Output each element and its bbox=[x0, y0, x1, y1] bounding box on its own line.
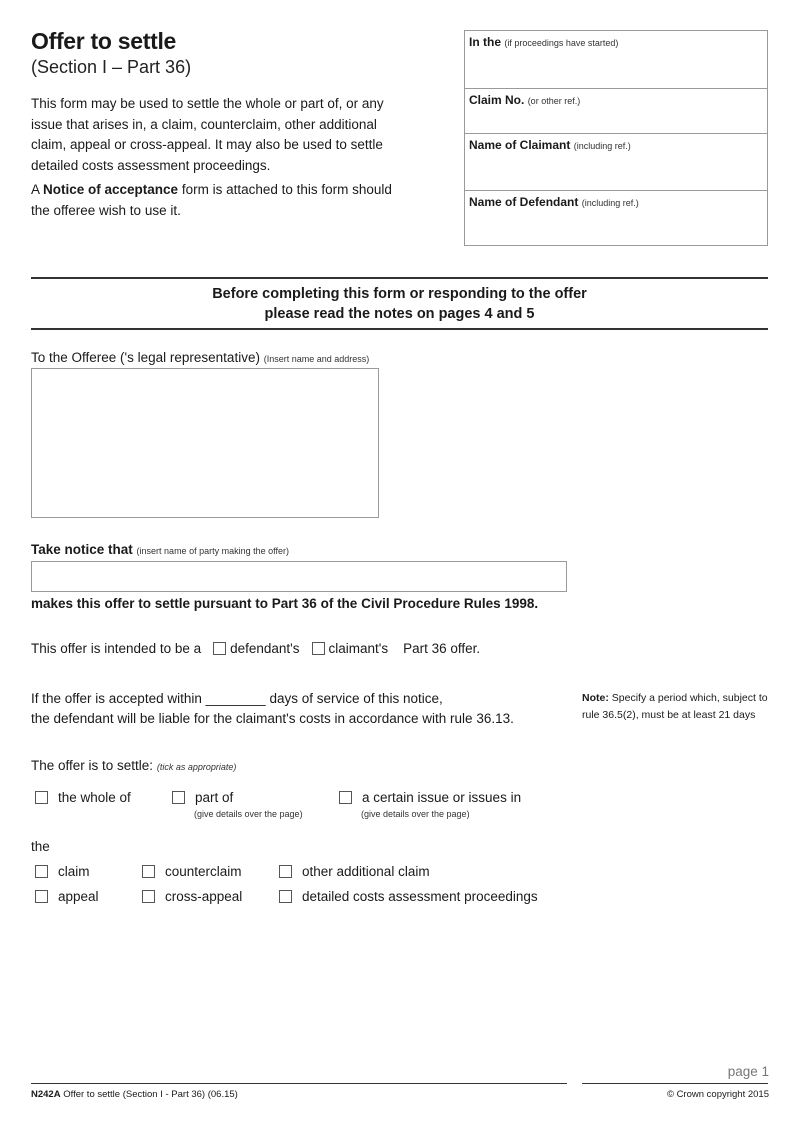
other-claim-checkbox[interactable] bbox=[279, 865, 292, 878]
appeal-option bbox=[35, 889, 99, 904]
settle-hint: (tick as appropriate) bbox=[156, 762, 237, 772]
offer-type-row bbox=[31, 641, 480, 656]
bottom-rule bbox=[31, 328, 768, 330]
page-number: page 1 bbox=[727, 1064, 769, 1079]
form-code: N242A bbox=[31, 1089, 61, 1100]
part-option bbox=[172, 790, 233, 805]
claim-option bbox=[35, 864, 90, 879]
in-the-label: In the bbox=[469, 35, 501, 49]
footer-rule-right bbox=[582, 1083, 768, 1084]
copyright: © Crown copyright 2015 bbox=[666, 1089, 769, 1100]
costs-option-label: detailed costs assessment proceedings bbox=[302, 889, 538, 904]
defendant-label: Name of Defendant bbox=[469, 195, 579, 209]
part-option-label: part of bbox=[195, 790, 234, 805]
in-the-hint: (if proceedings have started) bbox=[504, 38, 619, 48]
defendant-hint: (including ref.) bbox=[581, 198, 639, 208]
costs-option bbox=[279, 889, 538, 904]
notice-suffix: form is attached to this form should the offeree wish to use it. bbox=[31, 182, 392, 218]
other-claim-option-label: other additional claim bbox=[302, 864, 430, 879]
footer-rule-left bbox=[31, 1083, 567, 1084]
note-label: Note: bbox=[582, 692, 609, 704]
form-reference bbox=[31, 1089, 238, 1100]
form-subtitle: (Section I – Part 36) bbox=[31, 57, 192, 77]
claim-no-field[interactable] bbox=[465, 89, 767, 133]
notice-banner bbox=[31, 284, 768, 324]
whole-option-label: the whole of bbox=[58, 790, 131, 805]
claimant-option-label: claimant's bbox=[328, 641, 389, 656]
acceptance-line-2: the defendant will be liable for the claimant's costs in accordance with rule 36.13. bbox=[31, 711, 514, 726]
offer-type-suffix: Part 36 offer. bbox=[403, 641, 481, 656]
defendant-option-label: defendant's bbox=[230, 641, 300, 656]
whole-option bbox=[35, 790, 131, 805]
notice-bold: Notice of acceptance bbox=[43, 182, 179, 197]
cross-appeal-checkbox[interactable] bbox=[142, 890, 155, 903]
claim-no-hint: (or other ref.) bbox=[527, 96, 581, 106]
case-details-box bbox=[464, 30, 768, 246]
acceptance-text bbox=[31, 689, 514, 729]
issue-option bbox=[339, 790, 521, 805]
appeal-option-label: appeal bbox=[58, 889, 99, 904]
claim-checkbox[interactable] bbox=[35, 865, 48, 878]
claim-option-label: claim bbox=[58, 864, 90, 879]
whole-checkbox[interactable] bbox=[35, 791, 48, 804]
issue-option-label: a certain issue or issues in bbox=[362, 790, 522, 805]
costs-checkbox[interactable] bbox=[279, 890, 292, 903]
defendant-field[interactable] bbox=[465, 191, 767, 245]
counterclaim-option bbox=[142, 864, 242, 879]
defendant-checkbox[interactable] bbox=[213, 642, 226, 655]
cross-appeal-option-label: cross-appeal bbox=[165, 889, 243, 904]
settle-label: The offer is to settle: bbox=[31, 758, 154, 773]
claim-no-label: Claim No. bbox=[469, 93, 525, 107]
take-notice-hint: (insert name of party making the offer) bbox=[136, 546, 289, 556]
in-the-field[interactable] bbox=[465, 31, 767, 88]
offeree-hint: (Insert name and address) bbox=[263, 354, 370, 364]
offer-type-prefix: This offer is intended to be a bbox=[31, 641, 202, 656]
counterclaim-option-label: counterclaim bbox=[165, 864, 242, 879]
period-note bbox=[582, 690, 772, 724]
the-label: the bbox=[31, 839, 50, 854]
claimant-label: Name of Claimant bbox=[469, 138, 571, 152]
acceptance-notice-paragraph bbox=[31, 180, 411, 221]
claimant-hint: (including ref.) bbox=[573, 141, 631, 151]
counterclaim-checkbox[interactable] bbox=[142, 865, 155, 878]
notice-line-1: Before completing this form or responding to the offer bbox=[212, 286, 587, 302]
part-checkbox[interactable] bbox=[172, 791, 185, 804]
take-notice-label-row bbox=[31, 542, 289, 557]
appeal-checkbox[interactable] bbox=[35, 890, 48, 903]
part-hint: (give details over the page) bbox=[194, 809, 303, 819]
offering-party-field[interactable] bbox=[31, 561, 567, 592]
offeree-label: To the Offeree ('s legal representative) bbox=[31, 350, 260, 365]
form-title: Offer to settle bbox=[31, 28, 177, 54]
issue-hint: (give details over the page) bbox=[361, 809, 470, 819]
days-blank-field[interactable]: ________ bbox=[205, 691, 266, 706]
notice-prefix: A bbox=[31, 182, 44, 197]
offeree-address-field[interactable] bbox=[31, 368, 379, 518]
acceptance-prefix: If the offer is accepted within bbox=[31, 691, 202, 706]
note-text: Specify a period which, subject to rule 36.5(2), must be at least 21 days bbox=[582, 692, 768, 721]
take-notice-label: Take notice that bbox=[31, 542, 133, 557]
cross-appeal-option bbox=[142, 889, 242, 904]
form-description: Offer to settle (Section I - Part 36) (06.15) bbox=[63, 1089, 238, 1100]
settle-label-row bbox=[31, 758, 236, 773]
other-claim-option bbox=[279, 864, 430, 879]
intro-text bbox=[31, 94, 411, 225]
offer-statement: makes this offer to settle pursuant to Part 36 of the Civil Procedure Rules 1998. bbox=[31, 596, 539, 611]
notice-line-2: please read the notes on pages 4 and 5 bbox=[264, 306, 535, 322]
intro-paragraph: This form may be used to settle the whole or part of, or any issue that arises in, a claim, counterclaim, other additional claim, appeal or cross-appeal. It may also be used to settle detailed costs assessment proceedings. bbox=[31, 96, 384, 173]
acceptance-line-1 bbox=[31, 689, 514, 709]
issue-checkbox[interactable] bbox=[339, 791, 352, 804]
claimant-field[interactable] bbox=[465, 134, 767, 190]
offeree-label-row bbox=[31, 350, 369, 365]
claimant-checkbox[interactable] bbox=[312, 642, 325, 655]
acceptance-suffix: days of service of this notice, bbox=[269, 691, 443, 706]
top-rule bbox=[31, 277, 768, 279]
